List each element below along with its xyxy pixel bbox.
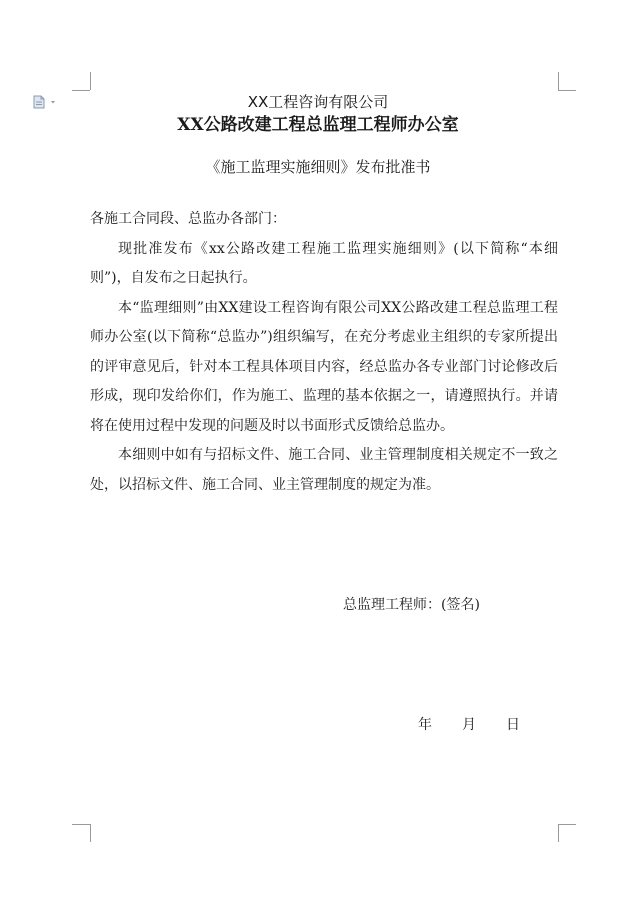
date-day: 日 bbox=[506, 717, 520, 733]
paragraph-2: 本“监理细则”由XX建设工程咨询有限公司XX公路改建工程总监理工程师办公室(以下简称“总监办”)组织编写，在充分考虑业主组织的专家所提出的评审意见后，针对本工程具体项目内容，经总监办各专业部门讨论修改后形成，现印发给你们，作为施工、监理的基本依据之一，请遵照执行。并请将在使用过程中发现的问题及时以书面形式反馈给总监办。 bbox=[90, 299, 558, 434]
salutation: 各施工合同段、总监办各部门： bbox=[90, 211, 286, 227]
signature-line: 总监理工程师：(签名) bbox=[343, 597, 480, 613]
date-month: 月 bbox=[462, 717, 476, 733]
paragraph-1: 现批准发布《xx公路改建工程施工监理实施细则》(以下简称“本细则”)，自发布之日起执行。 bbox=[90, 240, 558, 286]
paragraph-3: 本细则中如有与招标文件、施工合同、业主管理制度相关规定不一致之处，以招标文件、施工合同、业主管理制度的规定为准。 bbox=[90, 447, 558, 493]
company-name: XX工程咨询有限公司 bbox=[247, 93, 389, 111]
date-year: 年 bbox=[418, 717, 432, 733]
office-name: XX公路改建工程总监理工程师办公室 bbox=[177, 115, 459, 135]
date-line bbox=[418, 715, 520, 735]
document-body bbox=[90, 205, 558, 500]
document-title: 《施工监理实施细则》发布批准书 bbox=[205, 158, 431, 176]
